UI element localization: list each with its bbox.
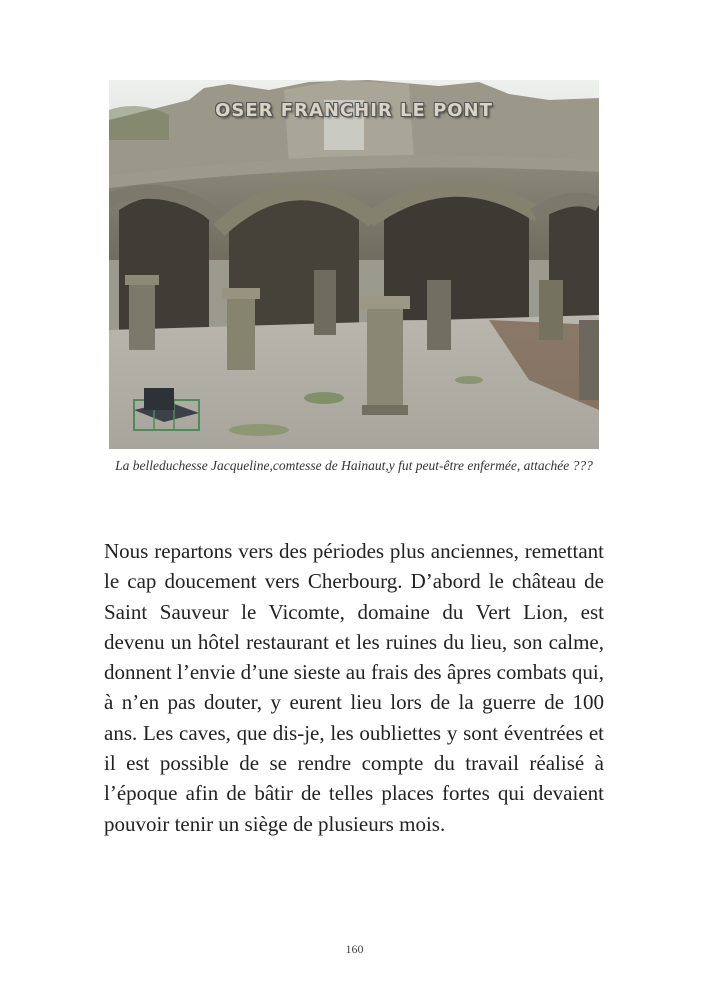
photo-caption: La belleduchesse Jacqueline,comtesse de Hainaut,y fut peut-être enfermée, attachée ??? [115,458,593,473]
photo-ruined-vaults [109,80,599,449]
photo-title-overlay: OSER FRANCHIR LE PONT [215,100,493,121]
body-text [104,536,604,839]
body-paragraph: Nous repartons vers des périodes plus anciennes, remettant le cap doucement vers Cherbourg. D’abord le château de Saint Sauveur le Vicomte, domaine du Vert Lion, est devenu un hôtel restaurant et les ruines du lieu, son calme, donnent l’envie d’une sieste au frais des âpres combats qui, à n’en pas douter, y eurent lieu lors de la guerre de 100 ans. Les caves, que dis-je, les oubliettes y sont éventrées et il est possible de se rendre compte du travail réalisé à l’époque afin de bâtir de telles places fortes qui devaient pouvoir tenir un siège de plusieurs mois. [104,539,604,836]
page-number: 160 [345,942,364,956]
photo-illustration [109,80,599,449]
